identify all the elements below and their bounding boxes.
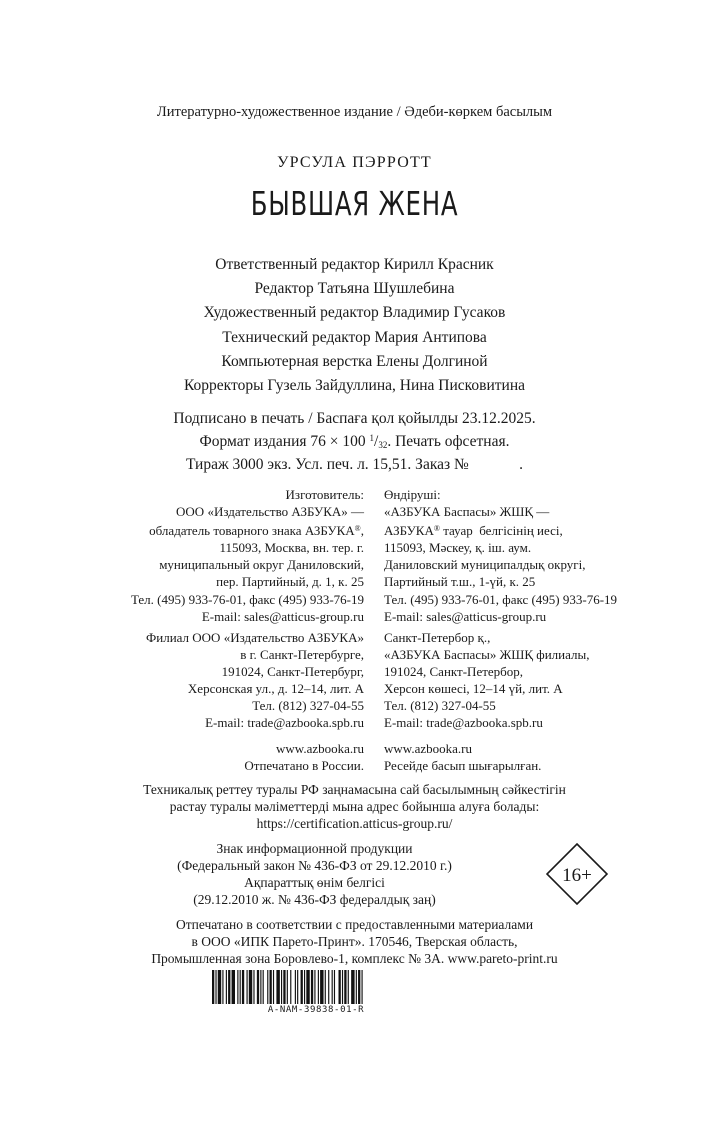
info-sign-line: Знак информационной продукции [216, 841, 413, 856]
credits-block [0, 253, 709, 398]
age-rating-badge [546, 843, 608, 905]
barcode-bar [260, 970, 261, 1004]
barcode-bar [304, 970, 305, 1004]
printer-line: Отпечатано в соответствии с предоставленными материалами [175, 917, 534, 932]
format-numerator: 1 [369, 432, 375, 443]
trademark-text: обладатель товарного знака АЗБУКА [149, 523, 355, 539]
address-line: муниципальный округ Даниловский, [159, 557, 364, 573]
barcode-bar [226, 970, 227, 1004]
certification-link[interactable]: https://certification.atticus-group.ru/ [256, 816, 453, 831]
barcode-bar [270, 970, 272, 1004]
address-line: в г. Санкт-Петербурге, [240, 646, 364, 662]
format-line [0, 429, 709, 456]
spacer [131, 731, 364, 740]
barcode-bar [287, 970, 288, 1004]
printed-in-line: Отпечатано в России. [244, 758, 364, 774]
website-link[interactable]: www.azbooka.ru [276, 741, 364, 757]
address-line [384, 520, 617, 539]
address-line: 191024, Санкт-Петербург, [221, 663, 364, 679]
branch-ru [131, 629, 364, 732]
barcode-bar [232, 970, 235, 1004]
barcode-bar [222, 970, 223, 1004]
address-line: 191024, Санкт-Петербор, [384, 663, 524, 679]
address-line: Партийный т.ш., 1-үй, к. 25 [384, 574, 536, 590]
format-slash: / [374, 432, 379, 450]
address-line: «АЗБУКА Баспасы» ЖШҚ — [384, 504, 550, 520]
phone-line: Тел. (495) 933-76-01, факс (495) 933-76-19 [384, 591, 618, 607]
credit-line: Компьютерная верстка Елены Долгиной [221, 352, 488, 370]
info-sign-line: Ақпараттық өнім белгісі [244, 875, 385, 890]
credit-line: Ответственный редактор Кирилл Красник [215, 256, 494, 273]
barcode-bar [332, 970, 333, 1004]
phone-line: Тел. (495) 933-76-01, факс (495) 933-76-19 [130, 591, 364, 607]
address-line: 115093, Москва, вн. тер. г. [219, 540, 364, 556]
tech-regulation-block [0, 781, 709, 832]
address-line: Даниловский муниципалдық округі, [384, 557, 586, 573]
address-line: пер. Партийный, д. 1, к. 25 [216, 574, 364, 590]
author-name: УРСУЛА ПЭРРОТТ [277, 154, 432, 171]
barcode-bar [351, 970, 354, 1004]
credit-line: Корректоры Гузель Зайдуллина, Нина Писковитина [183, 377, 526, 395]
print-info-block [0, 409, 709, 475]
info-sign-line: (29.12.2010 ж. № 436-ФЗ федералдық заң) [193, 892, 436, 907]
barcode-code: A-NAM-39838-01-R [267, 1005, 365, 1015]
email-line: E-mail: sales@atticus-group.ru [201, 608, 364, 624]
phone-line: Тел. (812) 327-04-55 [252, 698, 364, 714]
publisher-column-ru [131, 486, 364, 775]
credit-line: Редактор Татьяна Шушлебина [254, 280, 455, 298]
tech-line: Техникалық реттеу туралы РФ заңнамасына сай басылымның сәйкестігін [143, 782, 566, 797]
format-suffix: . Печать офсетная. [387, 432, 510, 450]
barcode-bar [290, 970, 291, 1004]
barcode-bar [295, 970, 296, 1004]
barcode-bar [297, 970, 298, 1004]
barcode-bar [283, 970, 285, 1004]
manufacturer-label: Изготовитель: [285, 487, 364, 502]
barcode-bar [281, 970, 282, 1004]
barcode-bar [314, 970, 315, 1004]
printer-block [0, 916, 709, 967]
barcode-bar [215, 970, 216, 1004]
run-line: Тираж 3000 экз. Усл. печ. л. 15,51. Заказ № . [185, 456, 524, 474]
manufacturer-ru [131, 486, 364, 625]
barcode-bar [240, 970, 241, 1004]
address-line: Санкт-Петербор қ., [384, 629, 491, 645]
barcode-bar [318, 970, 319, 1004]
printer-line: в ООО «ИПК Парето-Принт». 170546, Тверская область, [191, 934, 518, 949]
book-title: БЫВШАЯ ЖЕНА [250, 184, 459, 223]
address-line: Филиал ООО «Издательство АЗБУКА» [145, 629, 364, 645]
genre-line: Литературно-художественное издание / Әдеби-көркем басылым [156, 104, 553, 120]
barcode-bar [249, 970, 252, 1004]
barcode-bar [273, 970, 274, 1004]
address-line [131, 520, 364, 539]
publisher-column-kz [384, 486, 617, 775]
credit-line: Художественный редактор Владимир Гусаков [203, 304, 506, 322]
barcode-bar [306, 970, 309, 1004]
trademark-text: АЗБУКА [384, 523, 434, 539]
barcode-bar [320, 970, 323, 1004]
barcode-bar [257, 970, 259, 1004]
barcode-bar [253, 970, 254, 1004]
barcode-bar [348, 970, 349, 1004]
address-line: ООО «Издательство АЗБУКА» — [176, 504, 364, 520]
trademark-tail: , [360, 523, 364, 539]
address-line: «АЗБУКА Баспасы» ЖШҚ филиалы, [384, 646, 590, 662]
website-link[interactable]: www.azbooka.ru [384, 741, 472, 757]
registered-mark: ® [354, 524, 361, 534]
tech-line: растау туралы мәліметтерді мына адрес бойынша алуға болады: [169, 799, 540, 814]
address-line: Херсон көшесі, 12–14 үй, лит. А [384, 681, 563, 697]
barcode-bar [263, 970, 264, 1004]
barcode-bar [237, 970, 238, 1004]
address-line: Херсонская ул., д. 12–14, лит. А [187, 681, 364, 697]
barcode-bar [325, 970, 326, 1004]
manufacturer-label: Өндіруші: [384, 487, 441, 502]
branch-kz [384, 629, 617, 732]
barcode-bar [311, 970, 313, 1004]
barcode-bar [228, 970, 230, 1004]
spacer [384, 731, 617, 740]
barcode-bar [342, 970, 343, 1004]
barcode-bar [334, 970, 335, 1004]
barcode-bar [267, 970, 268, 1004]
barcode-bar [328, 970, 329, 1004]
barcode-bar [212, 970, 214, 1004]
barcode-bar [276, 970, 279, 1004]
trademark-tail: тауар белгісінің иесі, [439, 523, 563, 539]
printer-line: Промышленная зона Боровлево-1, комплекс № 3А. www.pareto-print.ru [151, 951, 558, 966]
address-line: 115093, Мәскеу, қ. іш. аум. [384, 540, 532, 556]
barcode-bar [301, 970, 303, 1004]
phone-line: Тел. (812) 327-04-55 [384, 698, 496, 714]
credit-line: Технический редактор Мария Антипова [222, 328, 487, 346]
registered-mark: ® [433, 524, 440, 534]
age-rating-text: 16+ [562, 865, 592, 886]
barcode [212, 970, 420, 1004]
barcode-bar [358, 970, 360, 1004]
email-line: E-mail: trade@azbooka.spb.ru [384, 715, 543, 731]
barcode-bar [344, 970, 346, 1004]
signed-line: Подписано в печать / Баспаға қол қойылды 23.12.2025. [173, 410, 536, 427]
format-denominator: 32 [378, 439, 388, 450]
barcode-bar [356, 970, 357, 1004]
email-line: E-mail: sales@atticus-group.ru [384, 608, 547, 624]
format-prefix: Формат издания 76 × 100 [199, 432, 370, 450]
manufacturer-kz [384, 486, 617, 625]
barcode-bar [362, 970, 363, 1004]
printed-in-line: Ресейде басып шығарылған. [384, 758, 542, 774]
barcode-bar [339, 970, 341, 1004]
email-line: E-mail: trade@azbooka.spb.ru [205, 715, 364, 731]
barcode-bar [218, 970, 221, 1004]
info-sign-line: (Федеральный закон № 436-ФЗ от 29.12.2010 г.) [177, 858, 452, 873]
barcode-bar [247, 970, 248, 1004]
barcode-bar [242, 970, 244, 1004]
